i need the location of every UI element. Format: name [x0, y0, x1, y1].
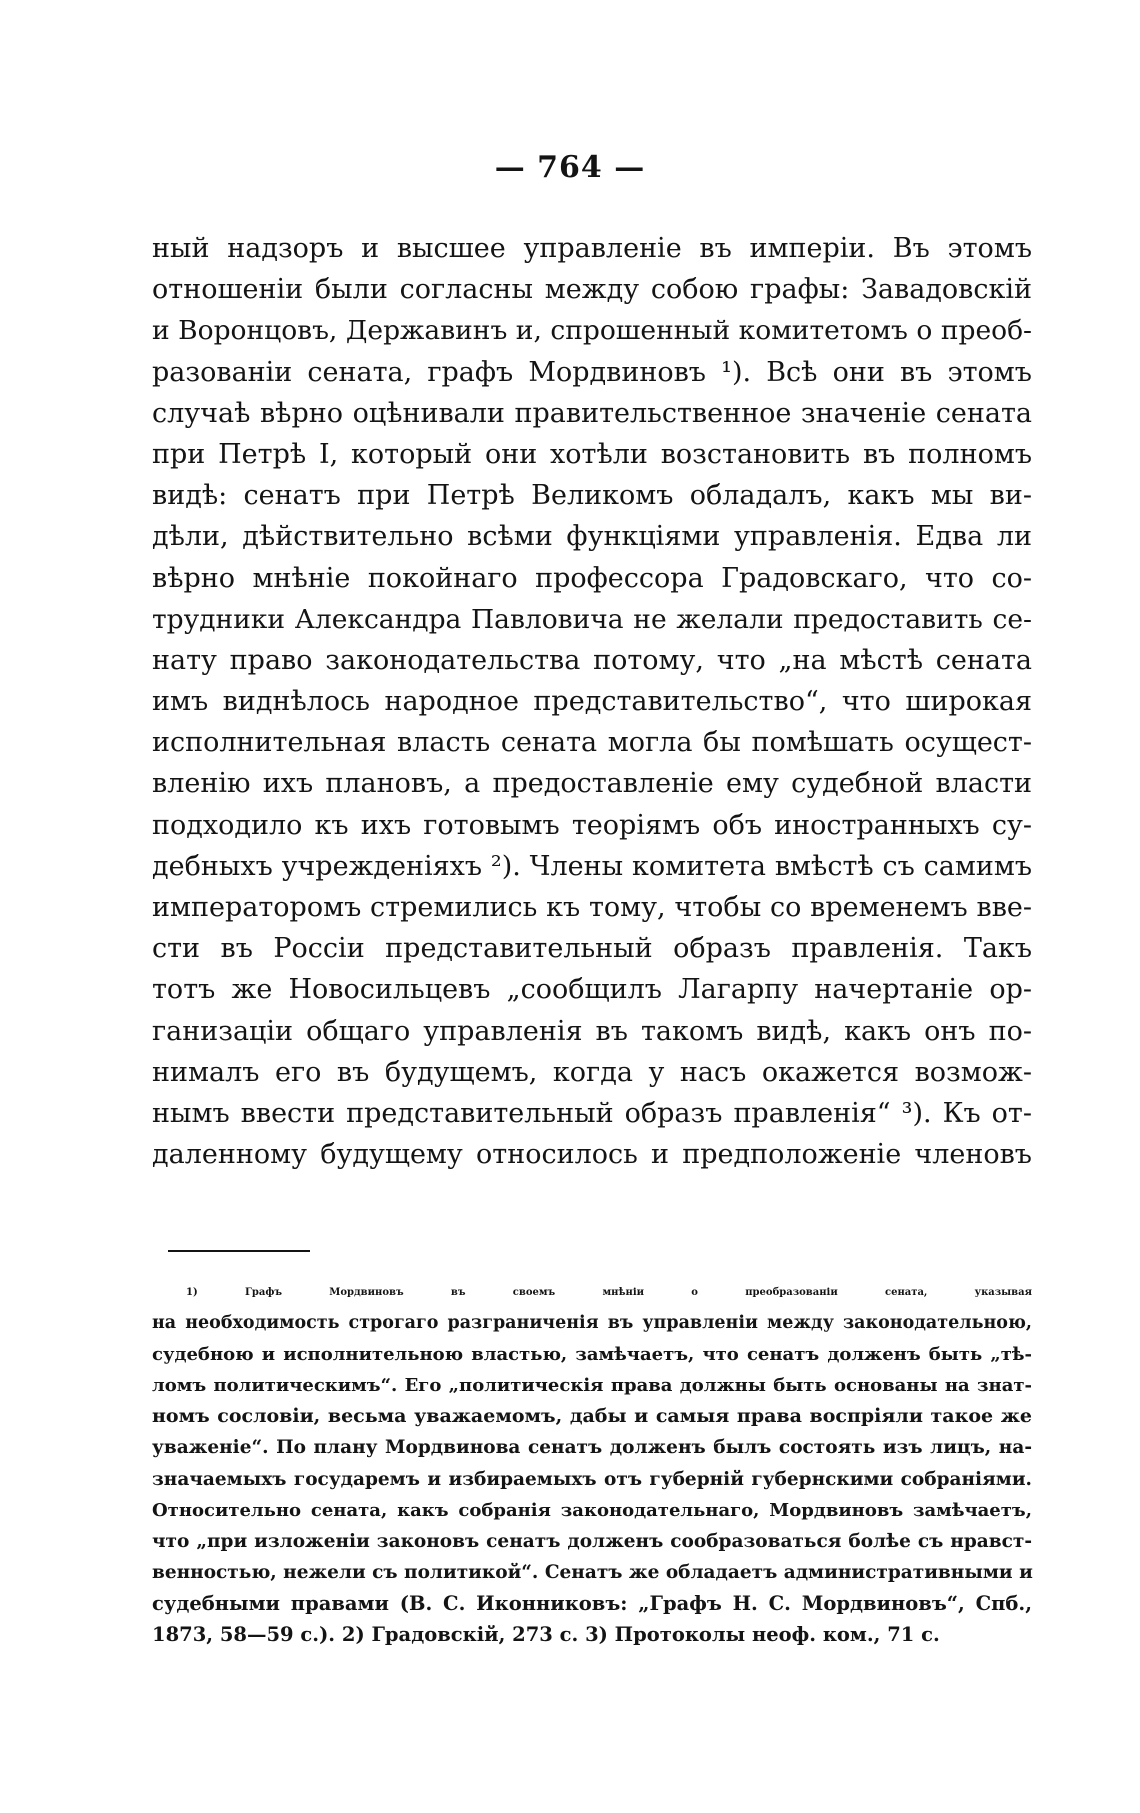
text-line: при Петрѣ I, который они хотѣли возстановить въ полномъ: [152, 438, 1032, 470]
footnote-line: номъ сословіи, весьма уважаемомъ, дабы и самыя права воспріяли такое же: [152, 1405, 1032, 1428]
text-line: вленію ихъ плановъ, а предоставленіе ему судебной власти: [152, 768, 1032, 800]
footnote-line: Относительно сената, какъ собранія законодательнаго, Мордвиновъ замѣчаетъ,: [152, 1499, 1032, 1521]
text-line: исполнительная власть сената могла бы помѣшать осущест-: [152, 727, 1032, 759]
text-line: отношеніи были согласны между собою графы: Завадовскій: [152, 274, 1032, 306]
footnote-line: что „при изложеніи законовъ сенатъ долженъ сообразоваться болѣе съ нравст-: [152, 1530, 1032, 1552]
footnote-line: 1) Графъ Мордвиновъ въ своемъ мнѣніи о преобразованіи сената, указывая: [186, 1287, 1032, 1298]
footnote-line: венностью, нежели съ политикой“. Сенатъ же обладаетъ административными и: [152, 1561, 1033, 1583]
footnote-line: уваженіе“. По плану Мордвинова сенатъ долженъ былъ состоять изъ лицъ, на-: [152, 1437, 1032, 1459]
footnote-line: на необходимость строгаго разграниченія въ управленіи между законодательною,: [152, 1313, 1032, 1334]
text-line: имъ виднѣлось народное представительство“, что широкая: [152, 686, 1032, 718]
footnotes: [152, 1277, 1032, 1650]
footnote-line: судебными правами (В. С. Иконниковъ: „Графъ Н. С. Мордвиновъ“, Спб.,: [152, 1591, 1032, 1615]
text-line: ганизаціи общаго управленія въ такомъ видѣ, какъ онъ по-: [152, 1015, 1032, 1047]
footnote-line: 1873, 58—59 с.). 2) Градовскій, 273 с. 3) Протоколы неоф. ком., 71 с.: [152, 1623, 940, 1647]
text-line: видѣ: сенатъ при Петрѣ Великомъ обладалъ, какъ мы ви-: [152, 480, 1032, 512]
text-line: разованіи сената, графъ Мордвиновъ ¹). Всѣ они въ этомъ: [152, 356, 1032, 388]
text-line: случаѣ вѣрно оцѣнивали правительственное значеніе сената: [152, 397, 1032, 429]
text-line: тотъ же Новосильцевъ „сообщилъ Лагарпу начертаніе ор-: [152, 974, 1032, 1006]
text-line: сти въ Россіи представительный образъ правленія. Такъ: [152, 933, 1032, 965]
text-line: подходило къ ихъ готовымъ теоріямъ объ иностранныхъ су-: [152, 809, 1032, 841]
main-text: [152, 228, 1032, 1175]
text-line: дебныхъ учрежденіяхъ ²). Члены комитета вмѣстѣ съ самимъ: [152, 850, 1032, 882]
text-line: трудники Александра Павловича не желали предоставить се-: [152, 603, 1032, 635]
footnote-line: значаемыхъ государемъ и избираемыхъ отъ губерній губернскими собраніями.: [152, 1468, 1032, 1490]
footnote-divider: [168, 1250, 310, 1252]
page-number: — 764 —: [494, 150, 646, 185]
text-line: даленному будущему относилось и предположеніе членовъ: [152, 1139, 1032, 1171]
text-line: нымъ ввести представительный образъ правленія“ ³). Къ от-: [152, 1097, 1032, 1129]
text-line: дѣли, дѣйствительно всѣми функціями управленія. Едва ли: [152, 521, 1032, 553]
text-line: и Воронцовъ, Державинъ и, спрошенный комитетомъ о преоб-: [152, 315, 1032, 347]
text-line: нималъ его въ будущемъ, когда у насъ окажется возмож-: [152, 1056, 1032, 1088]
text-line: ный надзоръ и высшее управленіе въ имперіи. Въ этомъ: [152, 233, 1032, 264]
footnote-line: ломъ политическимъ“. Его „политическія права должны быть основаны на знат-: [152, 1375, 1032, 1397]
text-line: вѣрно мнѣніе покойнаго профессора Градовскаго, что со-: [152, 562, 1032, 594]
text-line: нату право законодательства потому, что „на мѣстѣ сената: [152, 644, 1032, 676]
text-line: императоромъ стремились къ тому, чтобы со временемъ вве-: [152, 892, 1032, 923]
footnote-line: судебною и исполнительною властью, замѣчаетъ, что сенатъ долженъ быть „тѣ-: [152, 1344, 1032, 1366]
